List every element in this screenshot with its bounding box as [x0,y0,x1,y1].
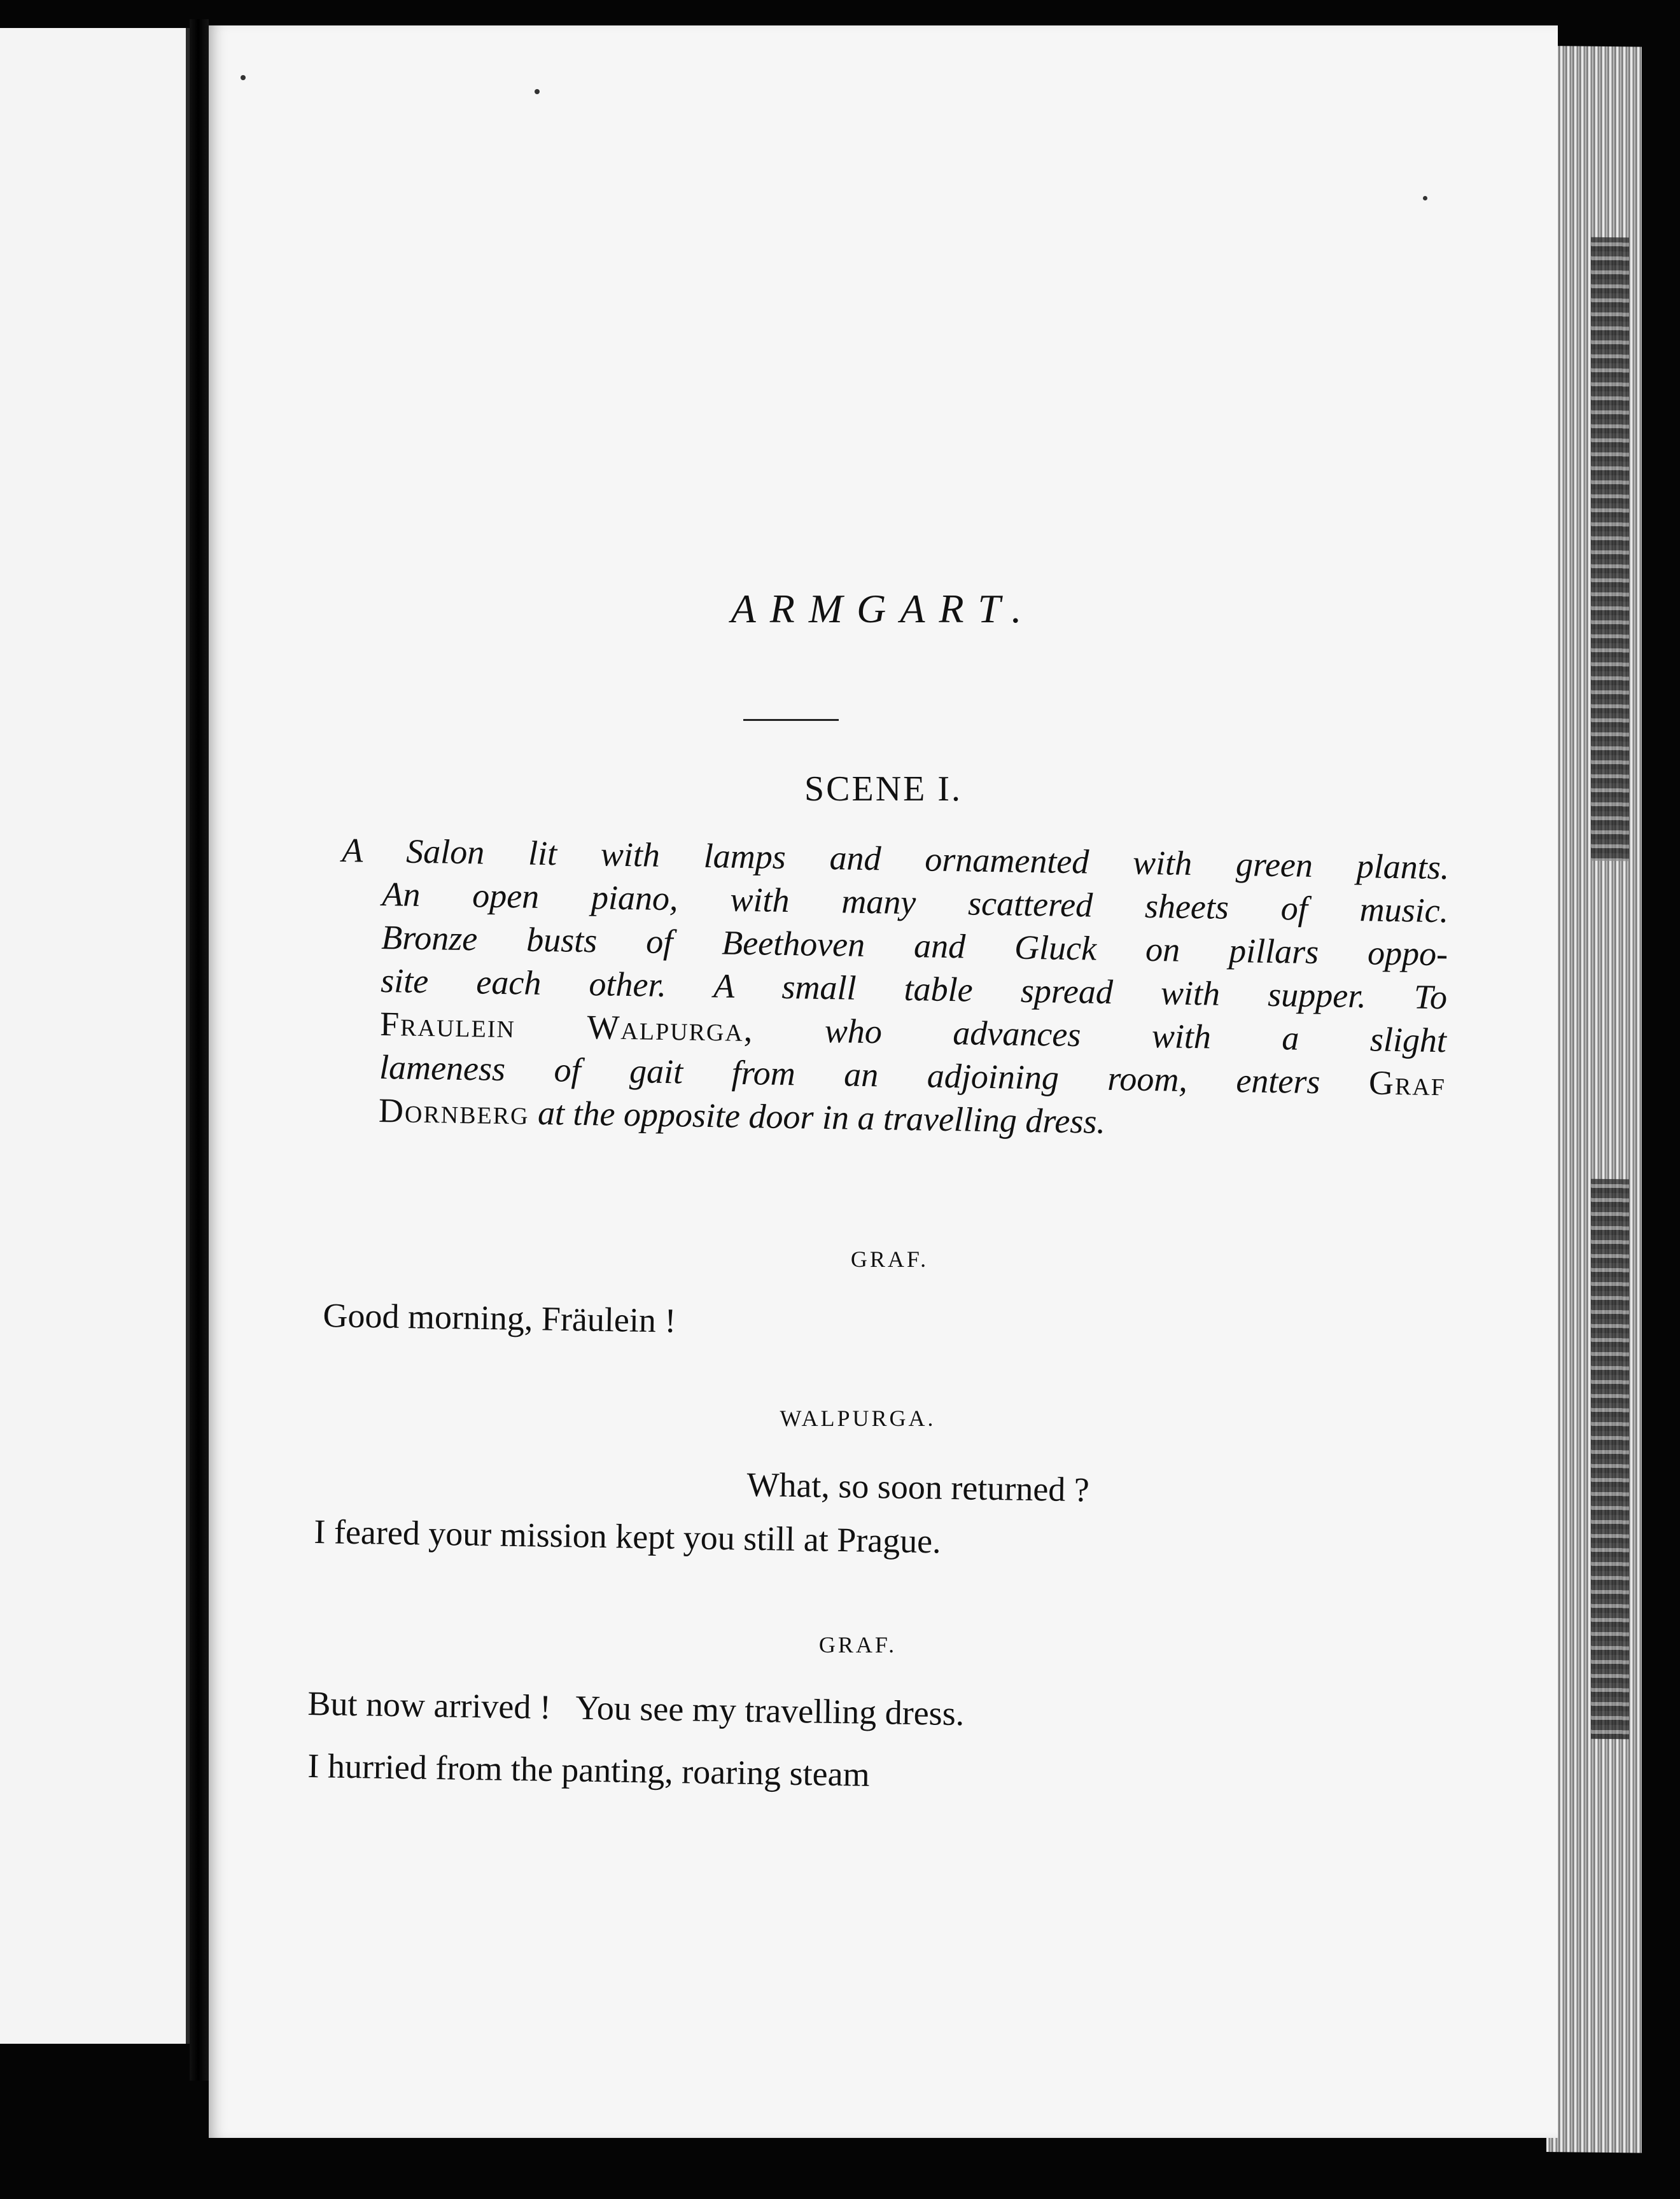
stage-direction-text: at the opposite door in a travelling dress. [537,1093,1106,1141]
stage-direction [338,828,1450,1148]
stage-direction-line: A Salon lit with lamps and ornamented with green plants. [341,830,1450,887]
speaker-label: GRAF. [850,1246,929,1272]
title-rule [743,719,839,721]
speaker-label: GRAF. [818,1632,897,1658]
scene-heading: SCENE I. [804,769,962,809]
book-page [209,25,1558,2138]
stage-direction-line: site each other. A small table spread with supper. To [380,961,1448,1017]
verse-line: I feared your mission kept you still at Prague. [314,1512,942,1561]
character-name-graf: Graf [1368,1063,1446,1103]
verse-line: What, so soon returned ? [746,1465,1090,1509]
page-fore-edge [1546,46,1642,2153]
fore-edge-shadow-upper [1591,237,1629,862]
stage-direction-line: An open piano, with many scattered sheets of music. [381,874,1449,930]
verse-line: I hurried from the panting, roaring steam [307,1746,871,1794]
verse-line: But now arrived ! You see my travelling dress. [307,1684,965,1733]
speaker-label: WALPURGA. [780,1406,936,1431]
fore-edge-shadow-lower [1591,1179,1629,1740]
verse-line: Good morning, Fräulein ! [323,1295,676,1340]
book-gutter [190,19,209,2081]
left-facing-page [0,28,190,2044]
stage-direction-text: who advances with a slight [824,1011,1447,1060]
page-content [209,25,1558,2138]
character-name-dornberg: Dornberg [378,1091,530,1132]
play-title: ARMGART. [731,586,1036,631]
stage-direction-text: lameness of gait from an adjoining room, enters [379,1047,1320,1101]
character-name-walpurga: Fraulein Walpurga, [379,1004,754,1049]
stage-direction-line: Bronze busts of Beethoven and Gluck on pillars oppo- [381,918,1448,974]
